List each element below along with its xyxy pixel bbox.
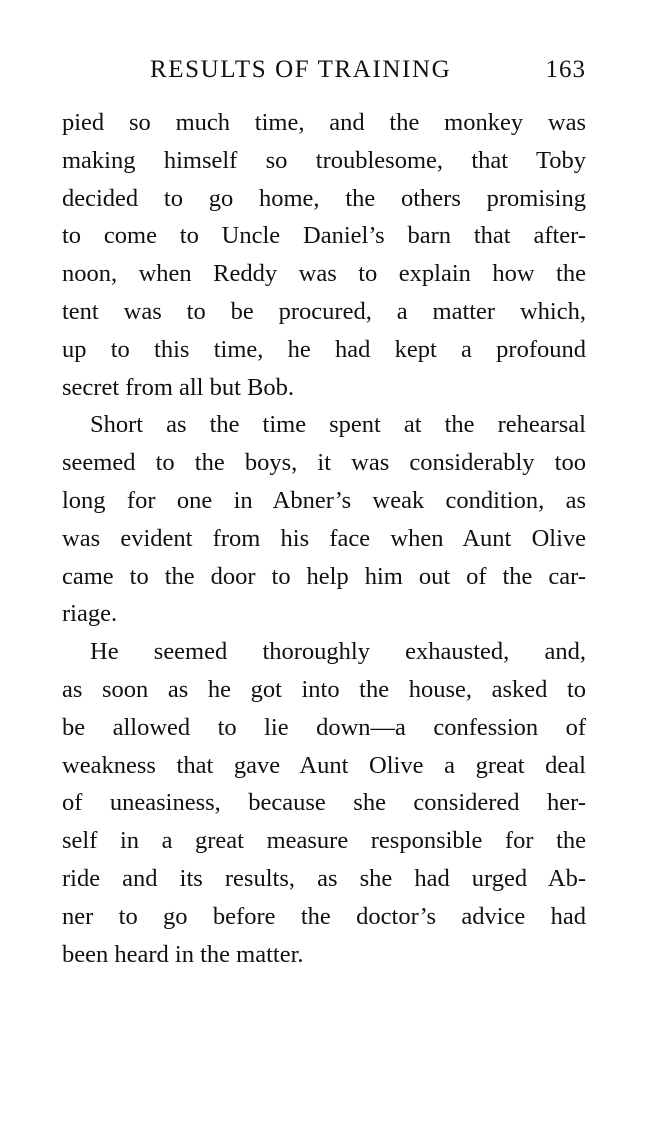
text-line: long for one in Abner’s weak condition, as	[62, 486, 586, 514]
text-line: riage.	[62, 600, 118, 628]
page-number: 163	[545, 56, 586, 83]
text-line: as soon as he got into the house, asked to	[62, 675, 586, 703]
text-line: came to the door to help him out of the car-	[62, 562, 586, 590]
text-line: decided to go home, the others promising	[62, 184, 586, 212]
text-line: pied so much time, and the monkey was	[62, 109, 586, 136]
running-head	[62, 52, 590, 92]
text-line: He seemed thoroughly exhausted, and,	[90, 638, 586, 666]
text-line: seemed to the boys, it was considerably too	[62, 449, 586, 477]
text-line: been heard in the matter.	[62, 940, 304, 968]
text-line: to come to Uncle Daniel’s barn that after-	[62, 222, 586, 250]
text-line: Short as the time spent at the rehearsal	[90, 411, 586, 439]
paragraph-1	[62, 104, 586, 406]
text-line: weakness that gave Aunt Olive a great deal	[62, 751, 586, 779]
text-line: making himself so troublesome, that Toby	[62, 146, 586, 174]
text-line: was evident from his face when Aunt Olive	[62, 524, 586, 552]
text-line: ner to go before the doctor’s advice had	[62, 902, 586, 930]
body-text	[62, 104, 586, 973]
text-line: of uneasiness, because she considered her-	[62, 789, 586, 817]
text-line: tent was to be procured, a matter which,	[62, 297, 586, 325]
text-line: secret from all but Bob.	[62, 373, 295, 401]
text-line: self in a great measure responsible for the	[62, 827, 586, 855]
running-title: RESULTS OF TRAINING	[150, 56, 452, 83]
paragraph-3	[62, 633, 586, 973]
paragraph-2	[62, 406, 586, 633]
text-line: up to this time, he had kept a profound	[62, 335, 586, 363]
text-line: be allowed to lie down—a confession of	[62, 713, 586, 741]
text-line: ride and its results, as she had urged Ab-	[62, 864, 586, 892]
text-line: noon, when Reddy was to explain how the	[62, 260, 586, 288]
